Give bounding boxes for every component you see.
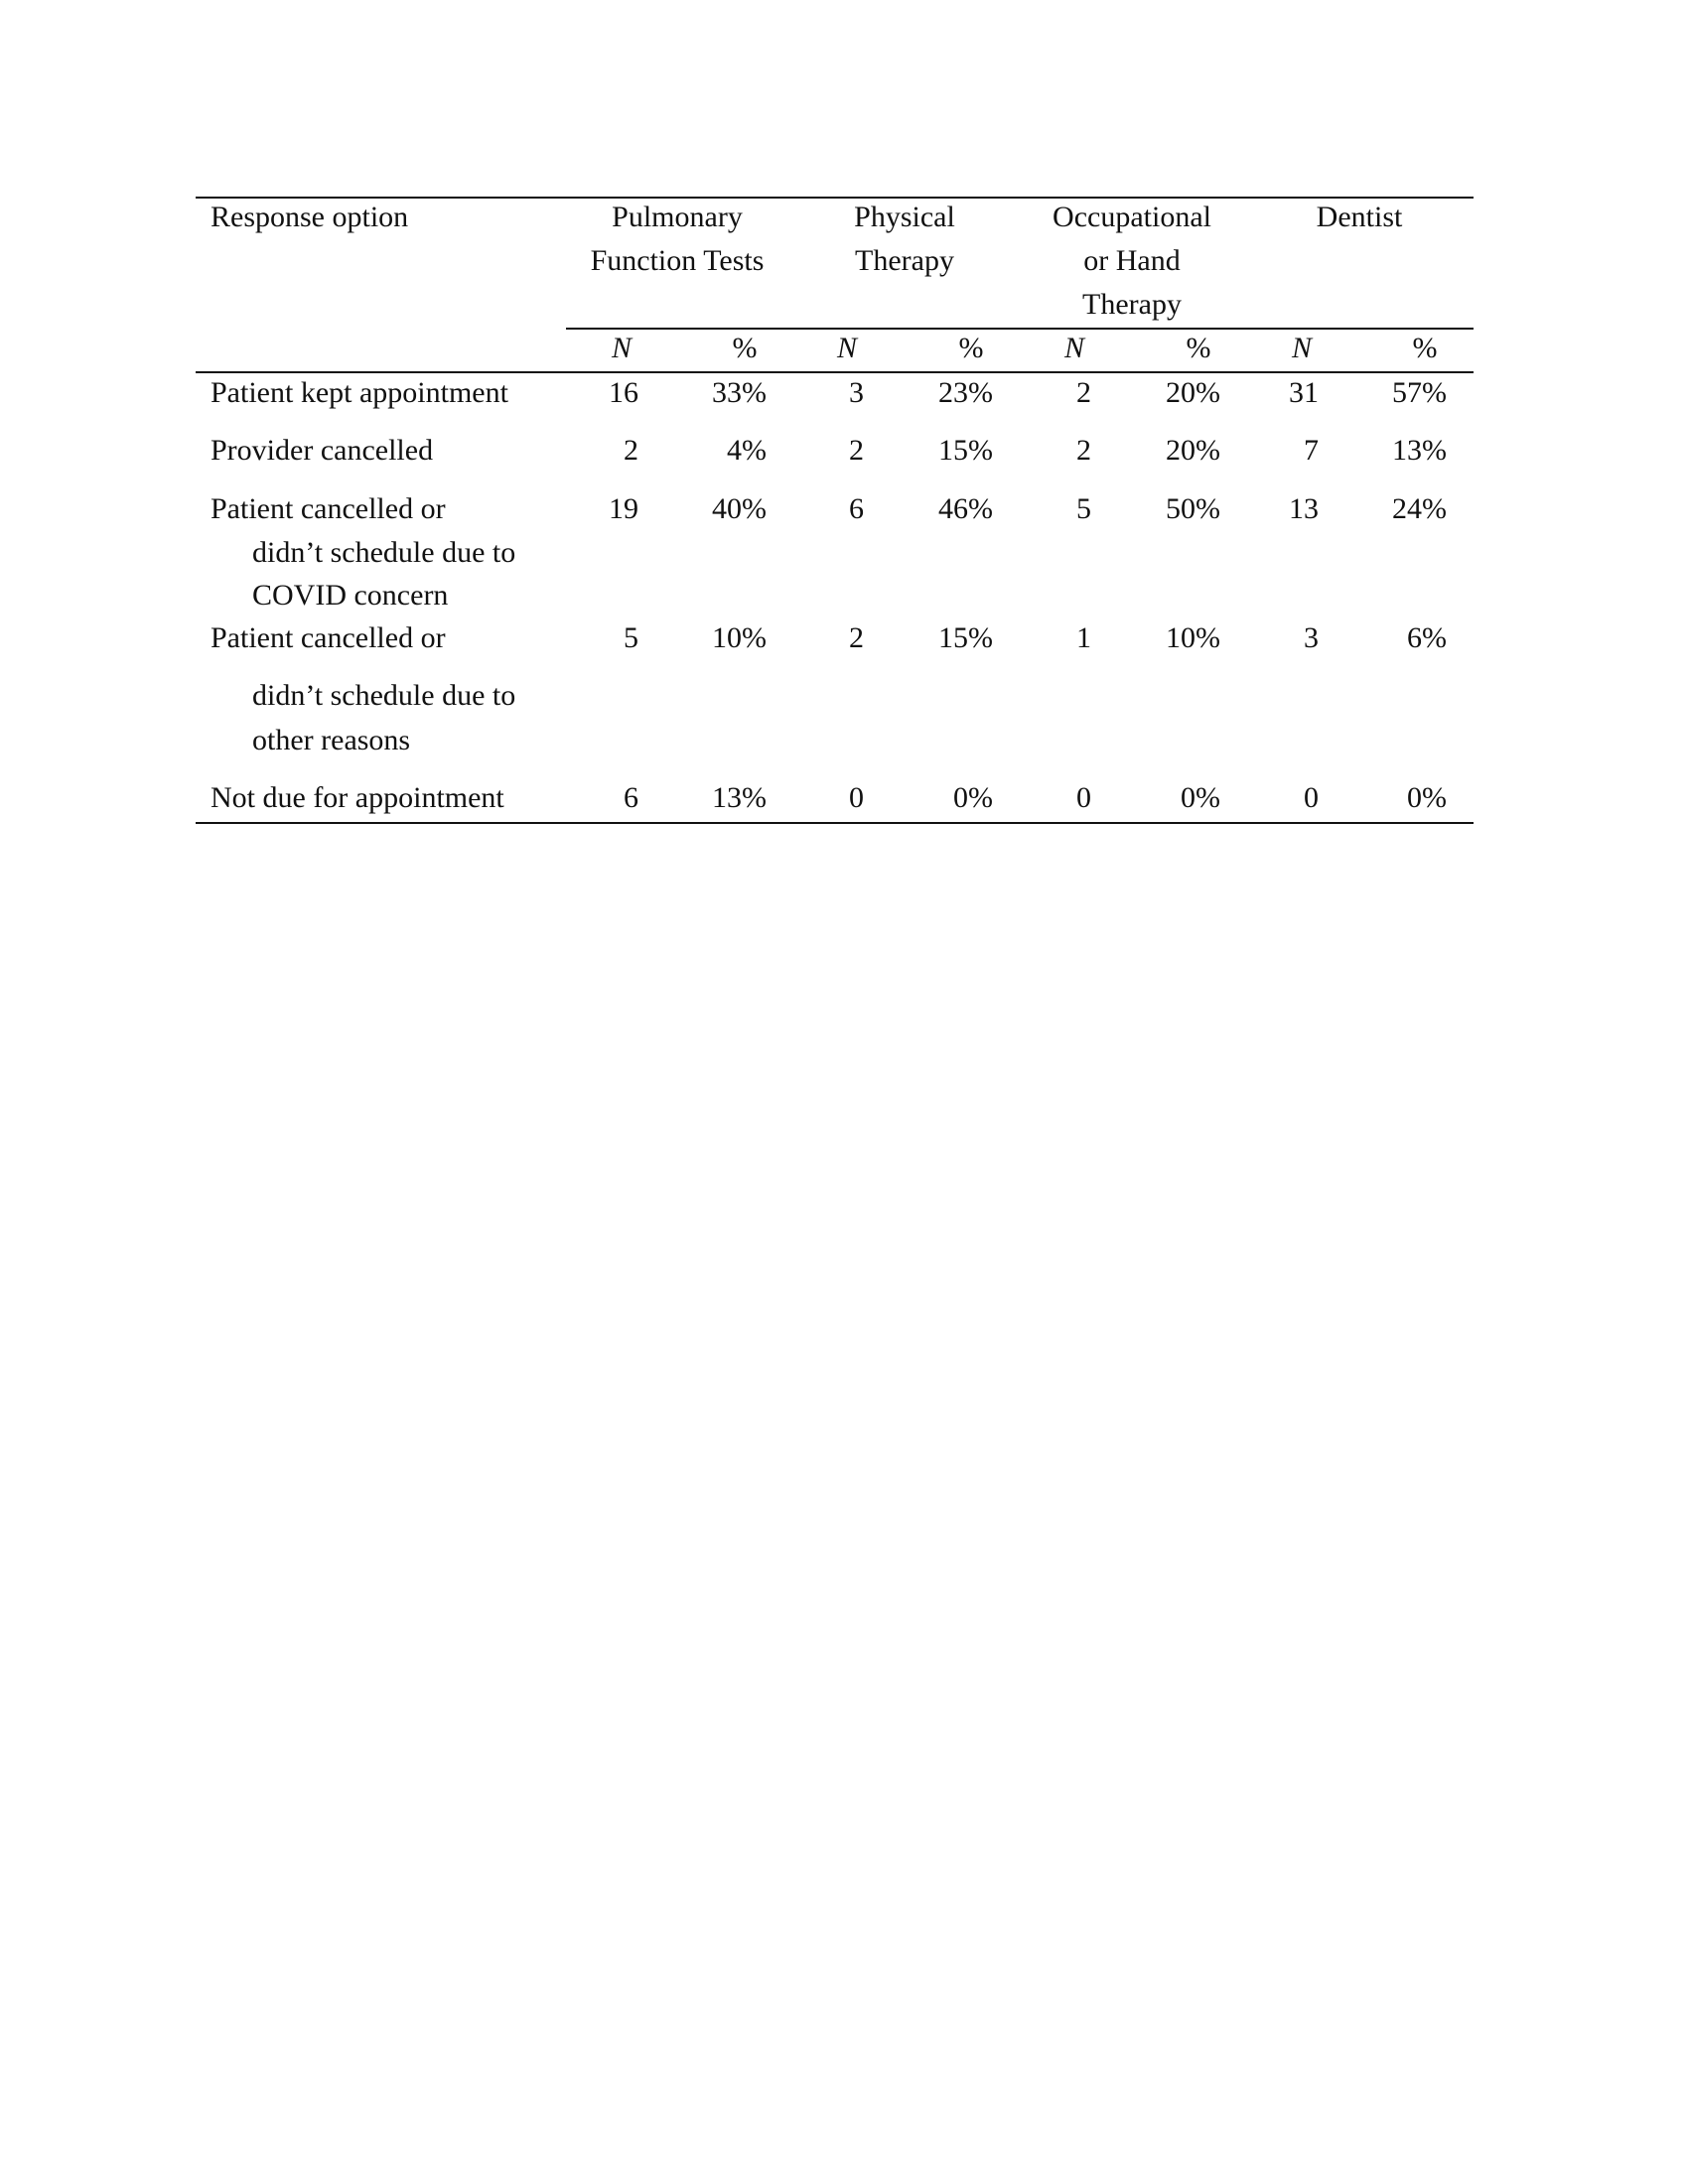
- cell-n: 5: [1076, 492, 1091, 525]
- cell-n: 31: [1289, 376, 1319, 409]
- row-label: Patient kept appointment: [211, 376, 508, 409]
- cell-percent: 46%: [938, 492, 993, 525]
- column-header: Pulmonary: [612, 201, 743, 233]
- cell-percent: 13%: [712, 781, 767, 814]
- cell-percent: 0%: [1407, 781, 1447, 814]
- cell-percent: 40%: [712, 492, 767, 525]
- column-header: Therapy: [1082, 288, 1182, 321]
- row-label: Patient cancelled or: [211, 621, 446, 654]
- column-header: Dentist: [1316, 201, 1403, 233]
- cell-percent: 4%: [727, 434, 767, 467]
- row-label: didn’t schedule due to: [252, 679, 516, 712]
- cell-percent: 15%: [938, 621, 993, 654]
- row-label: didn’t schedule due to: [252, 536, 516, 569]
- cell-n: 2: [1076, 376, 1091, 409]
- cell-percent: 33%: [712, 376, 767, 409]
- cell-percent: 24%: [1392, 492, 1447, 525]
- cell-percent: 10%: [1166, 621, 1220, 654]
- cell-percent: 57%: [1392, 376, 1447, 409]
- row-label: Not due for appointment: [211, 781, 504, 814]
- cell-n: 16: [609, 376, 638, 409]
- subheader-percent: %: [1412, 332, 1438, 364]
- cell-percent: 50%: [1166, 492, 1220, 525]
- subheader-percent: %: [732, 332, 758, 364]
- column-header: Occupational: [1053, 201, 1211, 233]
- subheader-n: N: [611, 332, 633, 364]
- subheader-n: N: [1291, 332, 1313, 364]
- cell-n: 0: [1304, 781, 1319, 814]
- subheader-percent: %: [958, 332, 984, 364]
- cell-percent: 20%: [1166, 434, 1220, 467]
- cell-n: 2: [849, 621, 864, 654]
- cell-percent: 0%: [953, 781, 993, 814]
- row-label: other reasons: [252, 724, 411, 756]
- subheader-percent: %: [1186, 332, 1211, 364]
- cell-percent: 13%: [1392, 434, 1447, 467]
- cell-n: 0: [849, 781, 864, 814]
- subheader-n: N: [1063, 332, 1085, 364]
- cell-n: 3: [849, 376, 864, 409]
- cell-percent: 15%: [938, 434, 993, 467]
- column-header: Physical: [854, 201, 955, 233]
- row-label: Patient cancelled or: [211, 492, 446, 525]
- cell-percent: 20%: [1166, 376, 1220, 409]
- cell-percent: 23%: [938, 376, 993, 409]
- cell-n: 2: [849, 434, 864, 467]
- cell-n: 7: [1304, 434, 1319, 467]
- cell-n: 1: [1076, 621, 1091, 654]
- cell-n: 13: [1289, 492, 1319, 525]
- cell-n: 0: [1076, 781, 1091, 814]
- cell-n: 6: [624, 781, 638, 814]
- cell-n: 5: [624, 621, 638, 654]
- cell-n: 2: [624, 434, 638, 467]
- cell-percent: 10%: [712, 621, 767, 654]
- subheader-n: N: [836, 332, 858, 364]
- cell-percent: 0%: [1181, 781, 1220, 814]
- cell-percent: 6%: [1407, 621, 1447, 654]
- cell-n: 3: [1304, 621, 1319, 654]
- row-label: COVID concern: [252, 579, 449, 612]
- row-label: Provider cancelled: [211, 434, 434, 467]
- bottom-rule: [196, 822, 1474, 824]
- cell-n: 19: [609, 492, 638, 525]
- column-header: Function Tests: [590, 244, 765, 277]
- column-header: or Hand: [1083, 244, 1181, 277]
- stub-header: Response option: [211, 201, 409, 233]
- column-header: Therapy: [855, 244, 954, 277]
- subheader-rule: [566, 328, 1474, 330]
- cell-n: 2: [1076, 434, 1091, 467]
- cell-n: 6: [849, 492, 864, 525]
